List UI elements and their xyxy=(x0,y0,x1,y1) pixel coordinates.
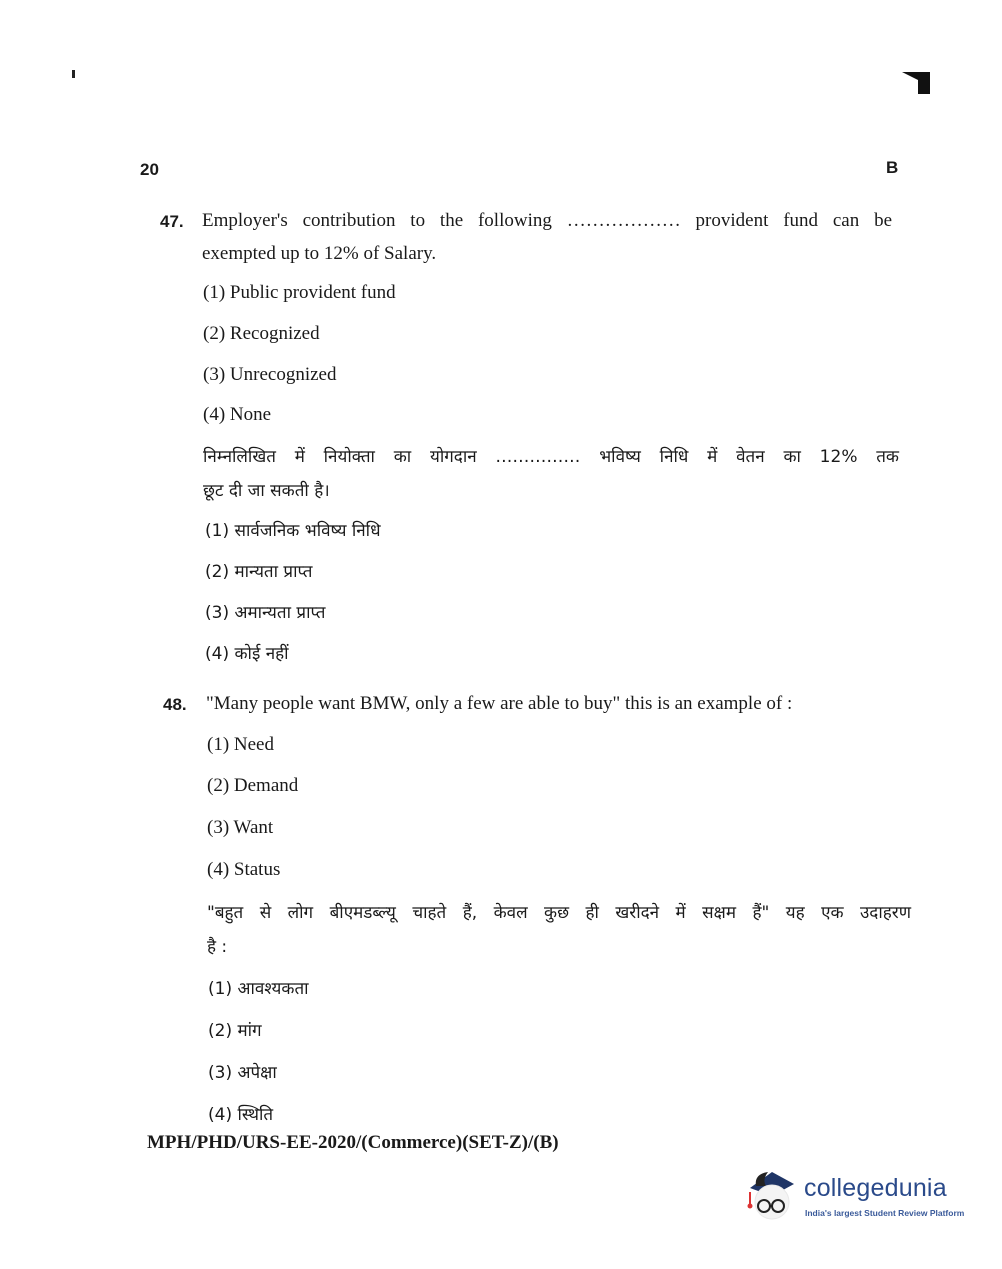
option-1: (1) Public provident fund xyxy=(203,282,396,303)
option-2: (2) मान्यता प्राप्त xyxy=(205,562,313,582)
question-number: 47. xyxy=(160,212,184,231)
option-3: (3) अमान्यता प्राप्त xyxy=(205,603,326,623)
logo-brand-name: collegedunia xyxy=(804,1174,947,1202)
option-1: (1) Need xyxy=(207,734,274,755)
option-3: (3) अपेक्षा xyxy=(208,1063,277,1083)
logo-tagline: India's largest Student Review Platform xyxy=(805,1208,965,1218)
question-stem-english xyxy=(206,687,826,720)
stem-line: "Many people want BMW, only a few are able to buy" this is an example of : xyxy=(206,693,793,714)
option-2: (2) Demand xyxy=(207,775,299,796)
question-stem-hindi xyxy=(203,440,899,508)
stem-line: है : xyxy=(207,937,228,957)
option-2: (2) मांग xyxy=(208,1021,262,1041)
stem-line: निम्नलिखित में नियोक्ता का योगदान …………… भविष्य निधि में वेतन का 12% तक xyxy=(203,447,899,467)
footer-exam-code: MPH/PHD/URS-EE-2020/(Commerce)(SET-Z)/(B) xyxy=(147,1132,559,1153)
option-4: (4) कोई नहीं xyxy=(205,644,289,664)
stem-line: exempted up to 12% of Salary. xyxy=(202,243,437,264)
collegedunia-logo xyxy=(742,1166,972,1224)
option-3: (3) Want xyxy=(207,817,274,838)
option-2: (2) Recognized xyxy=(203,323,320,344)
stem-line: "बहुत से लोग बीएमडब्ल्यू चाहते हैं, केवल कुछ ही खरीदने में सक्षम हैं" यह एक उदाहरण xyxy=(207,903,911,923)
option-3: (3) Unrecognized xyxy=(203,364,337,385)
option-1: (1) सार्वजनिक भविष्य निधि xyxy=(205,521,381,541)
question-number: 48. xyxy=(163,695,187,714)
scan-tick-mark xyxy=(72,70,75,78)
question-stem-hindi xyxy=(207,896,911,964)
set-label: B xyxy=(886,158,899,177)
page-number: 20 xyxy=(140,160,159,179)
question-stem-english xyxy=(202,204,892,270)
option-4: (4) Status xyxy=(207,859,281,880)
stem-line: Employer's contribution to the following ……………… provident fund can be xyxy=(202,210,892,231)
option-1: (1) आवश्यकता xyxy=(208,979,309,999)
option-4: (4) None xyxy=(203,404,272,425)
corner-mark xyxy=(902,72,930,94)
mascot-icon xyxy=(742,1166,800,1224)
option-4: (4) स्थिति xyxy=(208,1105,274,1125)
stem-line: छूट दी जा सकती है। xyxy=(203,481,330,501)
